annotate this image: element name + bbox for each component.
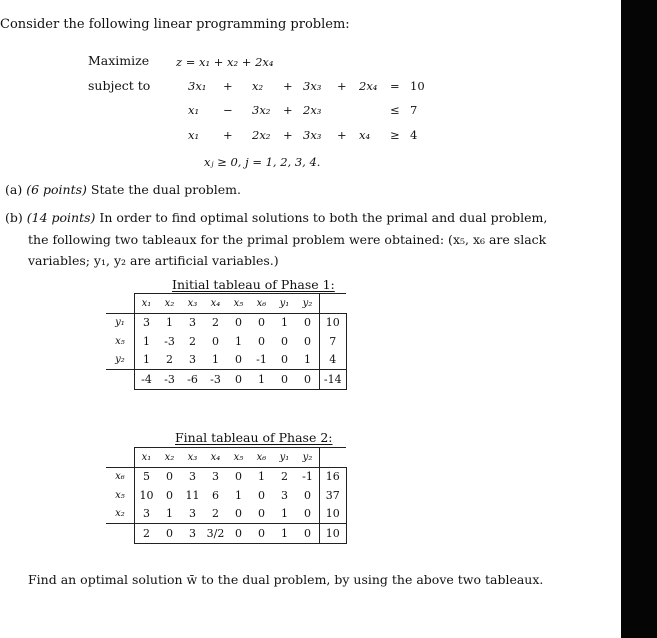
cell-value: 0 [296, 524, 320, 544]
cell-value: 5 [135, 467, 159, 486]
constraint-2-term: 3x₂ [252, 103, 271, 117]
cell-value: -1 [296, 467, 320, 486]
cell-value: 0 [304, 334, 311, 348]
row-basis-label: x₂ [115, 508, 125, 520]
cell-value: 3 [181, 313, 204, 332]
part-b-line3: variables; y₁, y₂ are artificial variables.) [28, 253, 279, 268]
constraint-1-term: 2x₄ [359, 79, 378, 93]
constraint-1-term: + [283, 79, 293, 93]
tableau1-caption: Initial tableau of Phase 1: [172, 277, 335, 292]
cell-value: 0 [258, 334, 265, 348]
tableau1 [106, 293, 347, 390]
column-header: x₅ [227, 294, 250, 314]
cell-value: 3 [204, 467, 227, 486]
cell-value: 1 [135, 332, 159, 351]
constraint-1-term: + [223, 79, 233, 93]
cell-value: 0 [235, 353, 242, 367]
cell-value: 3 [189, 353, 196, 367]
cell-value: 1 [250, 467, 273, 486]
tableau-row [106, 467, 346, 486]
cell-value: 0 [250, 524, 273, 544]
cell-value: 1 [135, 351, 159, 370]
constraint-2-term: x₁ [188, 103, 200, 117]
row-basis-label [106, 524, 135, 544]
cell-value: 0 [304, 488, 311, 502]
part-a-label: (a) [5, 182, 23, 197]
cell-value: 1 [250, 370, 273, 390]
corner-cell [106, 448, 135, 468]
column-header: x₁ [135, 294, 159, 314]
column-header: x₆ [250, 294, 273, 314]
column-header: y₂ [296, 294, 320, 314]
part-b-text-1: In order to find optimal solutions to both the primal and dual problem, [99, 210, 548, 225]
cell-value: -4 [135, 370, 159, 390]
cell-value: 1 [273, 313, 296, 332]
problem-intro: Consider the following linear programming problem: [0, 17, 350, 32]
cell-value: -3 [158, 370, 181, 390]
part-a-points: (6 points) [26, 182, 87, 197]
column-header: x₃ [181, 294, 204, 314]
column-header: x₄ [204, 294, 227, 314]
cell-value: 2 [135, 524, 159, 544]
constraint-3-term: + [337, 128, 347, 142]
cell-value: 6 [212, 488, 219, 502]
row-basis-label [106, 370, 135, 390]
column-header: y₁ [273, 294, 296, 314]
column-header: x₃ [181, 448, 204, 468]
part-a-text: State the dual problem. [90, 182, 241, 197]
constraint-3-rhs: 4 [410, 128, 418, 142]
cell-rhs: 7 [320, 332, 347, 351]
cell-value: 0 [227, 313, 250, 332]
row-basis-label: y₁ [106, 313, 135, 332]
cell-value: 0 [235, 507, 242, 521]
cell-value: 10 [135, 486, 159, 505]
cell-value: 1 [166, 507, 173, 521]
cell-value: 0 [227, 524, 250, 544]
constraint-1-term: x₂ [252, 79, 264, 93]
final-question: Find an optimal solution w̄ to the dual problem, by using the above two tableaux. [28, 572, 544, 587]
black-edge-bar [621, 0, 657, 638]
constraint-1-term: 3x₁ [188, 79, 207, 93]
cell-value: 0 [258, 507, 265, 521]
rhs-header [320, 294, 347, 314]
part-b-points: (14 points) [26, 210, 96, 225]
corner-cell [106, 294, 135, 314]
cell-value: 2 [204, 313, 227, 332]
constraint-3-term: + [223, 128, 233, 142]
cell-value: 11 [185, 488, 200, 502]
cell-value: 0 [273, 370, 296, 390]
cell-value: 1 [281, 507, 288, 521]
cell-value: 3 [281, 488, 288, 502]
cell-value: 3 [189, 507, 196, 521]
cell-value: 0 [258, 488, 265, 502]
constraint-2-term: 2x₃ [303, 103, 322, 117]
part-b-line1 [5, 208, 547, 228]
cell-value: 0 [281, 334, 288, 348]
row-basis-label: x₆ [106, 467, 135, 486]
cell-value: 1 [158, 313, 181, 332]
tableau-row [106, 486, 346, 505]
cell-value: 0 [304, 507, 311, 521]
tableau-row [106, 370, 346, 390]
column-header: x₆ [250, 448, 273, 468]
cell-value: 0 [227, 467, 250, 486]
column-header: x₂ [158, 448, 181, 468]
tableau2 [106, 447, 347, 544]
cell-value: 2 [212, 507, 219, 521]
constraint-3-term: 2x₂ [252, 128, 271, 142]
cell-value: 2 [273, 467, 296, 486]
constraint-3-term: + [283, 128, 293, 142]
cell-value: 1 [212, 353, 219, 367]
part-b-label: (b) [5, 210, 23, 225]
subject-to-label: subject to [88, 78, 151, 93]
cell-value: 1 [235, 488, 242, 502]
cell-value: 3 [135, 505, 159, 524]
constraint-2-relation: ≤ [390, 103, 400, 117]
cell-value: 0 [166, 488, 173, 502]
tableau-row [106, 505, 346, 524]
cell-value: -6 [181, 370, 204, 390]
constraint-3-term: 3x₃ [303, 128, 322, 142]
cell-rhs: 10 [320, 505, 347, 524]
part-a [5, 180, 241, 200]
cell-value: 0 [227, 370, 250, 390]
cell-value: 3 [181, 467, 204, 486]
tableau-row [106, 313, 346, 332]
cell-value: 3/2 [204, 524, 227, 544]
constraint-1-rhs: 10 [410, 79, 425, 93]
cell-rhs: 10 [320, 524, 347, 544]
part-b-line2: the following two tableaux for the primal problem were obtained: (x₅, x₆ are slack [28, 232, 547, 247]
row-basis-label: x₅ [115, 489, 125, 501]
cell-value: 0 [212, 334, 219, 348]
cell-rhs: 10 [320, 313, 347, 332]
constraint-2-term: − [223, 103, 233, 117]
cell-rhs: 4 [320, 351, 347, 370]
cell-value: 0 [296, 313, 320, 332]
row-basis-label: y₂ [115, 354, 125, 366]
maximize-label: Maximize [88, 53, 150, 68]
rhs-header [320, 448, 347, 468]
cell-value: 3 [135, 313, 159, 332]
tableau2-caption: Final tableau of Phase 2: [175, 430, 333, 445]
cell-rhs: 37 [320, 486, 347, 505]
cell-value: 0 [296, 370, 320, 390]
constraint-1-term: 3x₃ [303, 79, 322, 93]
cell-value: 2 [166, 353, 173, 367]
tableau-row [106, 351, 346, 370]
cell-value: 0 [158, 524, 181, 544]
tableau-row [106, 524, 346, 544]
row-basis-label: x₅ [115, 335, 125, 347]
column-header: x₁ [135, 448, 159, 468]
constraint-3-term: x₄ [359, 128, 371, 142]
cell-value: 2 [189, 334, 196, 348]
cell-value: -3 [164, 334, 175, 348]
tableau-row [106, 332, 346, 351]
cell-value: -3 [204, 370, 227, 390]
column-header: x₄ [204, 448, 227, 468]
cell-value: 0 [250, 313, 273, 332]
column-header: x₂ [158, 294, 181, 314]
nonnegativity-condition: xⱼ ≥ 0, j = 1, 2, 3, 4. [204, 155, 321, 169]
cell-value: 1 [273, 524, 296, 544]
cell-value: -1 [256, 353, 267, 367]
cell-value: 0 [281, 353, 288, 367]
cell-value: 0 [158, 467, 181, 486]
constraint-2-rhs: 7 [410, 103, 418, 117]
cell-value: 1 [304, 353, 311, 367]
constraint-2-term: + [283, 103, 293, 117]
cell-rhs: 16 [320, 467, 347, 486]
cell-rhs: -14 [320, 370, 347, 390]
column-header: y₁ [273, 448, 296, 468]
constraint-3-term: x₁ [188, 128, 200, 142]
objective-function: z = x₁ + x₂ + 2x₄ [176, 55, 274, 69]
constraint-1-relation: = [390, 79, 400, 93]
constraint-3-relation: ≥ [390, 128, 400, 142]
column-header: y₂ [296, 448, 320, 468]
column-header: x₅ [227, 448, 250, 468]
constraint-1-term: + [337, 79, 347, 93]
cell-value: 1 [235, 334, 242, 348]
cell-value: 3 [181, 524, 204, 544]
